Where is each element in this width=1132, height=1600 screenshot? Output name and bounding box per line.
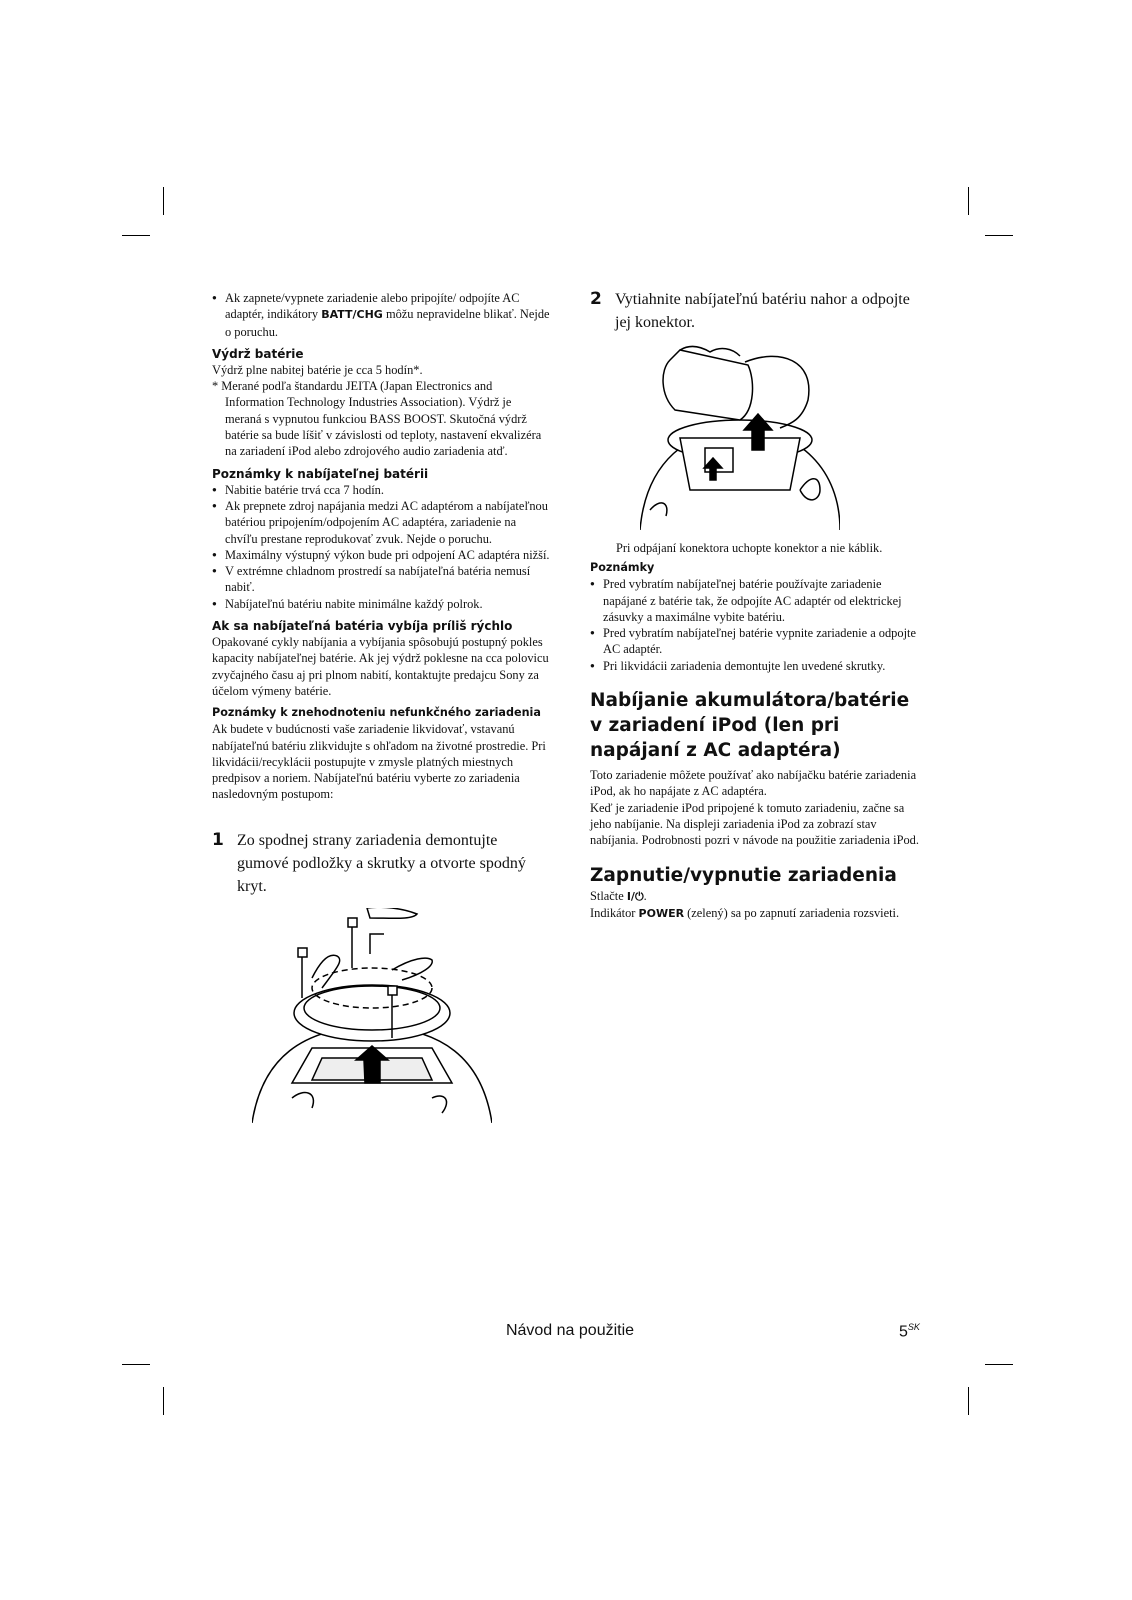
intro-bullet-text: Ak zapnete/vypnete zariadenie alebo pripojíte/ odpojíte AC adaptér, indikátory: [225, 291, 520, 322]
heading-vydrz: Výdrž batérie: [212, 346, 304, 361]
figure-caption: Pri odpájaní konektora uchopte konektor a nie káblik.: [616, 541, 883, 555]
heading-poznamky: Poznámky: [590, 561, 655, 575]
crop-mark: [122, 235, 150, 236]
step-1: [212, 829, 550, 898]
bottom-cover-illustration: [252, 908, 492, 1123]
batt-chg-label: BATT/CHG: [321, 308, 383, 322]
right-column: [590, 288, 920, 922]
vydrz-text: Výdrž plne nabitej batérie je cca 5 hodín*.: [212, 362, 423, 377]
heading-znehodnotenie: Poznámky k znehodnoteniu nefunkčného zariadenia: [212, 706, 541, 720]
crop-mark: [163, 1387, 164, 1415]
battery-illustration: [640, 340, 840, 530]
page-number-suffix: SK: [907, 1322, 920, 1332]
stlacte-line: [590, 888, 920, 905]
indikator-text: Indikátor: [590, 905, 636, 920]
indikator-line: [590, 905, 920, 922]
left-column: [212, 290, 550, 1123]
step-number: 1: [212, 829, 224, 850]
nabijanie-text-1: Toto zariadenie môžete používať ako nabíjačku batérie zariadenia iPod, ak ho napájate z AC adaptéra.: [590, 768, 917, 799]
crop-mark: [985, 1364, 1013, 1365]
crop-mark: [968, 187, 969, 215]
vydrz-footnote: * Merané podľa štandardu JEITA (Japan Electronics and Information Technology Industries Association). Výdrž je meraná s vypnutou funkciou BASS BOOST. Skutočná výdrž batérie sa bude líšiť v závislosti od teploty, nastavení ekvalizéra na zariadení iPod alebo zdrojového audio zariadenia atď.: [212, 379, 542, 459]
step-text: Vytiahnite nabíjateľnú batériu nahor a odpojte jej konektor.: [615, 291, 910, 331]
list-item: ● V extrémne chladnom prostredí sa nabíjateľná batéria nemusí nabiť.: [212, 563, 550, 596]
list-item: ● Nabíjateľnú batériu nabite minimálne každý polrok.: [212, 596, 550, 612]
stlacte-end: .: [643, 888, 647, 903]
page-number-value: 5: [899, 1323, 908, 1341]
crop-mark: [163, 187, 164, 215]
crop-mark: [968, 1387, 969, 1415]
heading-zapnutie: Zapnutie/vypnutie zariadenia: [590, 864, 897, 886]
heading-rychlo: Ak sa nabíjateľná batéria vybíja príliš rýchlo: [212, 619, 513, 634]
indikator-end: (zelený) sa po zapnutí zariadenia rozsvieti.: [687, 905, 900, 920]
step-2: [590, 288, 920, 334]
page-number: [899, 1322, 920, 1341]
list-item: ● Ak prepnete zdroj napájania medzi AC adaptérom a nabíjateľnou batériou pripojením/odpojením AC adaptéra, zariadenie na chvíľu prestane reprodukovať zvuk. Nejde o poruchu.: [212, 498, 550, 547]
crop-mark: [122, 1364, 150, 1365]
list-item: ● Pred vybratím nabíjateľnej batérie používajte zariadenie napájané z batérie tak, že odpojíte AC adaptér od elektrickej zásuvky a maximálne vybite batériu.: [590, 576, 920, 625]
rychlo-text: Opakované cykly nabíjania a vybíjania spôsobujú postupný pokles kapacity nabíjateľnej batérie. Ak jej výdrž poklesne na cca polovicu zvyčajného času aj pri plnom nabití, kontaktujte predajcu Sony za účelom výmeny batérie.: [212, 635, 549, 698]
crop-mark: [985, 235, 1013, 236]
nabijanie-text-2: Keď je zariadenie iPod pripojené k tomuto zariadeniu, začne sa jeho nabíjanie. Na displeji zariadenia iPod za zobrazí stav nabíjania. Podrobnosti pozri v návode na použitie zariadenia iPod.: [590, 800, 919, 848]
power-symbol-icon: I/⏻: [626, 889, 644, 903]
znehodnotenie-text: Ak budete v budúcnosti vaše zariadenie likvidovať, vstavanú nabíjateľnú batériu zlikvidujte s ohľadom na životné prostredie. Pri likvidácii/recyklácii postupujte v zmysle platných miestnych predpisov a noriem. Nabíjateľnú batériu vyberte zo zariadenia nasledovným postupom:: [212, 722, 546, 802]
list-item: ● Pred vybratím nabíjateľnej batérie vypnite zariadenie a odpojte AC adaptér.: [590, 625, 920, 658]
step-text: Zo spodnej strany zariadenia demontujte gumové podložky a skrutky a otvorte spodný kryt.: [237, 831, 526, 895]
step-number: 2: [590, 289, 602, 309]
footer-title: Návod na použitie: [505, 1322, 635, 1339]
heading-poznamky-nabijatelna: Poznámky k nabíjateľnej batérii: [212, 466, 429, 481]
heading-nabijanie-ipod: Nabíjanie akumulátora/batérie v zariadení iPod (len pri napájaní z AC adaptéra): [590, 690, 910, 762]
list-item: ● Maximálny výstupný výkon bude pri odpojení AC adaptéra nižší.: [212, 547, 550, 563]
intro-bullet: [212, 290, 550, 340]
stlacte-text: Stlačte: [590, 888, 624, 903]
power-label: POWER: [638, 906, 685, 920]
intro-bullet-end: môžu nepravidelne blikať. Nejde o poruchu.: [225, 307, 550, 339]
list-item: ● Nabitie batérie trvá cca 7 hodín.: [212, 482, 550, 498]
list-item: ● Pri likvidácii zariadenia demontujte len uvedené skrutky.: [590, 658, 920, 674]
